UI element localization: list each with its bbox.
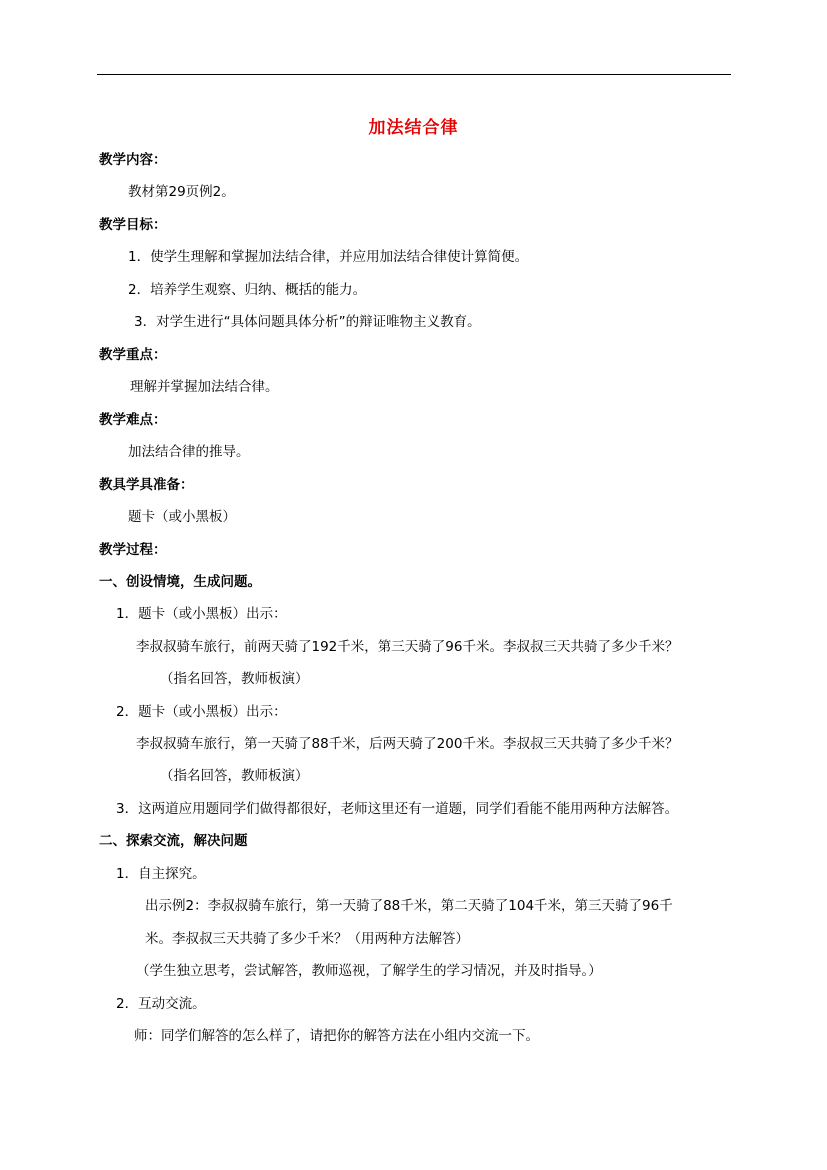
goal-3: 3．对学生进行“具体问题具体分析”的辩证唯物主义教育。 xyxy=(134,314,481,330)
key-point-text: 理解并掌握加法结合律。 xyxy=(130,379,279,395)
tools-text: 题卡（或小黑板） xyxy=(128,509,236,525)
goal-2: 2．培养学生观察、归纳、概括的能力。 xyxy=(128,282,367,298)
section-1-item-2-problem: 李叔叔骑车旅行，第一天骑了88千米，后两天骑了200千米。李叔叔三天共骑了多少千米？ xyxy=(136,736,679,752)
difficulty-text: 加法结合律的推导。 xyxy=(128,444,250,460)
heading-teaching-goals: 教学目标： xyxy=(99,217,167,233)
section-1-item-3: 3．这两道应用题同学们做得都很好，老师这里还有一道题，同学们看能不能用两种方法解答。 xyxy=(116,801,679,817)
section-1-item-2: 2．题卡（或小黑板）出示： xyxy=(116,704,287,720)
section-2-item-1-line-1: 出示例2：李叔叔骑车旅行，第一天骑了88千米，第二天骑了104千米，第三天骑了96千 xyxy=(145,898,673,914)
section-2-item-2-text: 师：同学们解答的怎么样了，请把你的解答方法在小组内交流一下。 xyxy=(134,1028,539,1044)
heading-teaching-content: 教学内容： xyxy=(99,152,167,168)
section-1-heading: 一、创设情境，生成问题。 xyxy=(99,574,261,590)
section-2-item-2: 2．互动交流。 xyxy=(116,996,206,1012)
heading-tools: 教具学具准备： xyxy=(99,477,194,493)
heading-process: 教学过程： xyxy=(99,542,167,558)
heading-key-point: 教学重点： xyxy=(99,347,167,363)
header-rule xyxy=(97,74,731,75)
section-1-item-1-problem: 李叔叔骑车旅行，前两天骑了192千米，第三天骑了96千米。李叔叔三天共骑了多少千米？ xyxy=(136,639,679,655)
section-1-item-2-note: （指名回答，教师板演） xyxy=(160,768,309,784)
section-1-item-1-note: （指名回答，教师板演） xyxy=(160,671,309,687)
goal-1: 1．使学生理解和掌握加法结合律，并应用加法结合律使计算简便。 xyxy=(128,249,529,265)
section-1-item-1: 1．题卡（或小黑板）出示： xyxy=(116,606,287,622)
heading-difficulty: 教学难点： xyxy=(99,412,167,428)
section-2-item-1: 1．自主探究。 xyxy=(116,866,206,882)
section-2-item-1-note: （学生独立思考，尝试解答，教师巡视，了解学生的学习情况，并及时指导。） xyxy=(136,963,602,979)
section-2-item-1-line-2: 米。李叔叔三天共骑了多少千米？（用两种方法解答） xyxy=(145,931,469,947)
document-title: 加法结合律 xyxy=(368,118,459,138)
section-2-heading: 二、探索交流，解决问题 xyxy=(99,833,248,849)
teaching-content-text: 教材第29页例2。 xyxy=(128,184,235,200)
